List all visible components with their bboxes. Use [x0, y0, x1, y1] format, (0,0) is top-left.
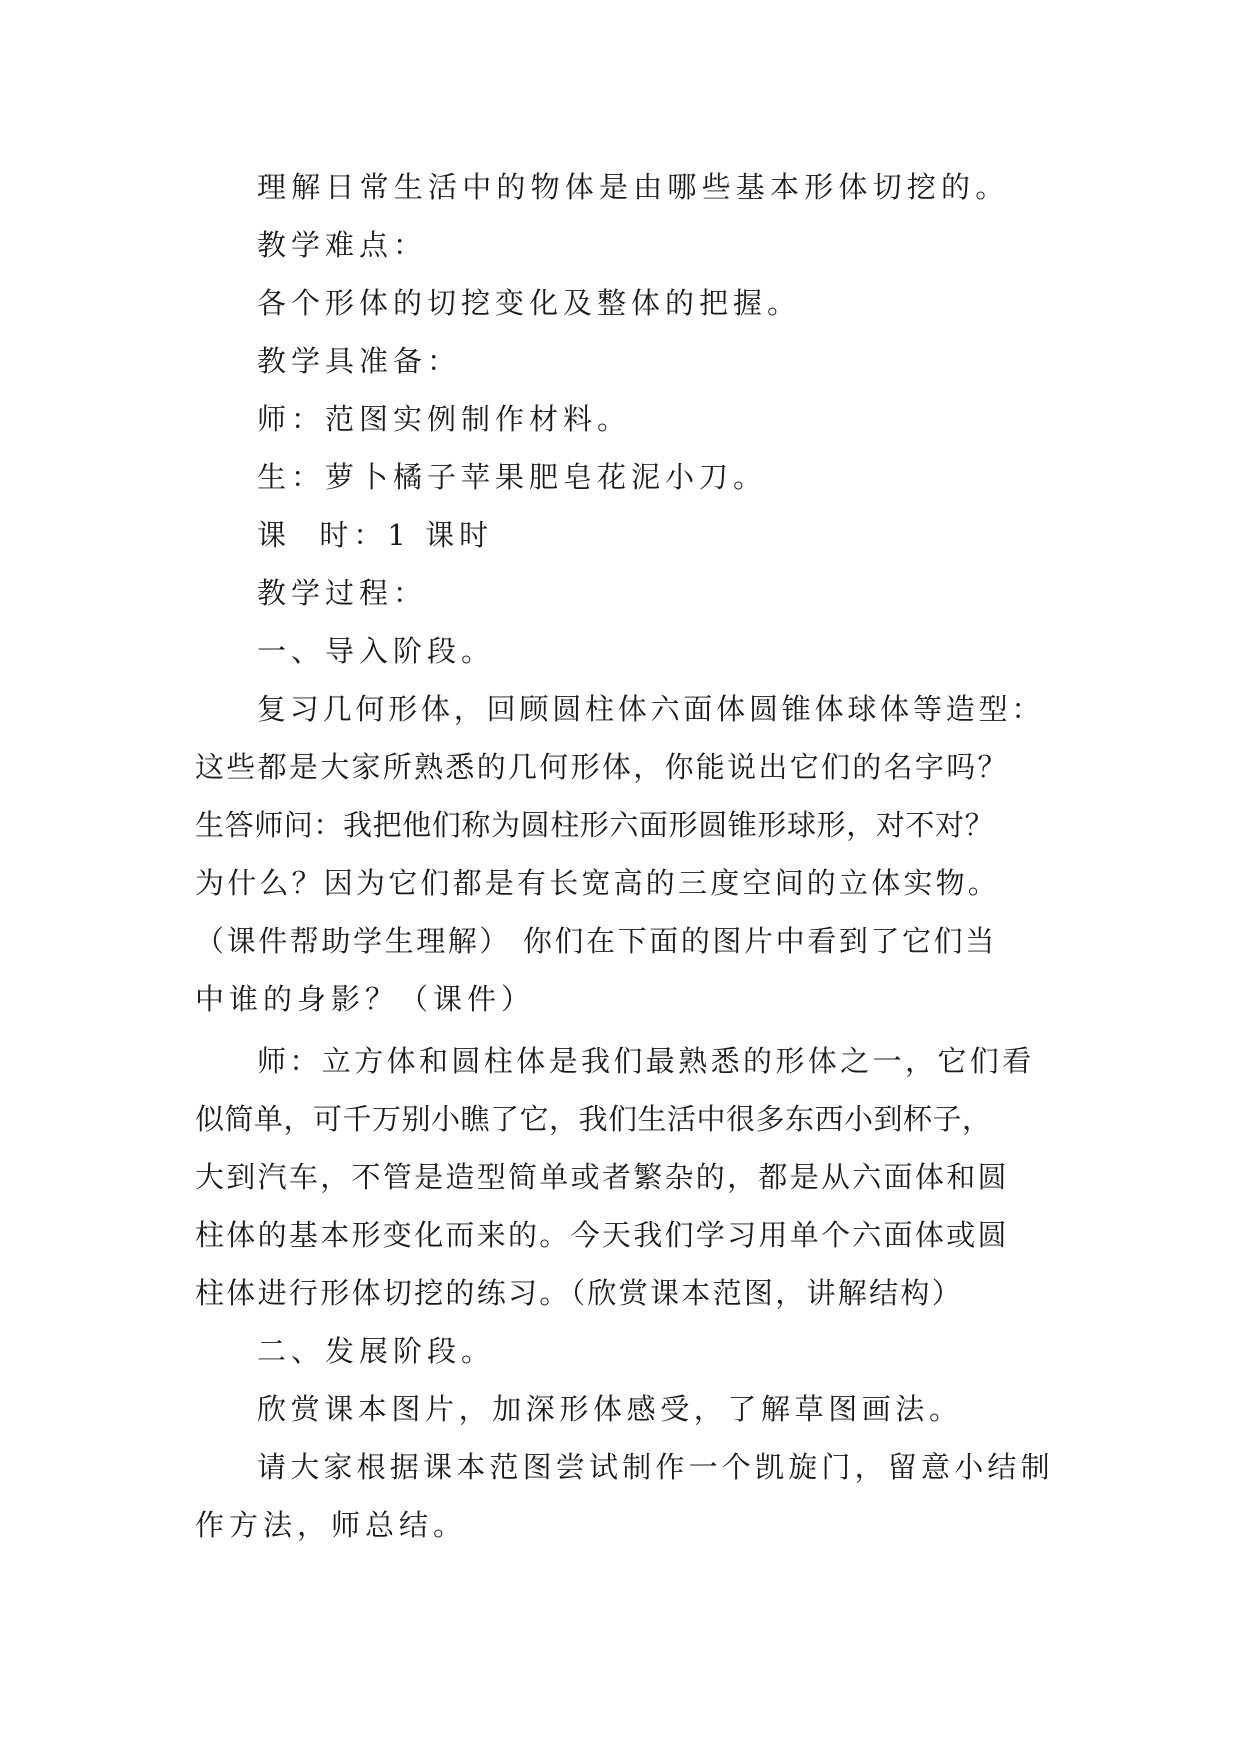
- section-heading: 教学过程：: [257, 576, 428, 610]
- text-line: 大到汽车，不管是造型简单或者繁杂的，都是从六面体和圆: [195, 1160, 1009, 1194]
- text-line: 师：立方体和圆柱体是我们最熟悉的形体之一，它们看: [257, 1044, 1035, 1078]
- section-heading: 教学难点：: [257, 228, 428, 262]
- text-line: 为什么？因为它们都是有长宽高的三度空间的立体实物。: [195, 866, 1001, 900]
- text-line: 生答师问：我把他们称为圆柱形六面形圆锥形球形，对不对？: [195, 808, 995, 842]
- section-heading: 二、发展阶段。: [257, 1334, 496, 1368]
- section-heading: 一、导入阶段。: [257, 634, 496, 668]
- text-line: 师：范图实例制作材料。: [257, 402, 632, 436]
- text-line: 欣赏课本图片，加深形体感受，了解草图画法。: [257, 1392, 963, 1426]
- text-line: 似简单，可千万别小瞧了它，我们生活中很多东西小到杯子，: [195, 1102, 992, 1136]
- text-line: 复习几何形体，回顾圆柱体六面体圆锥体球体等造型：: [257, 692, 1045, 726]
- text-line: 柱体的基本形变化而来的。今天我们学习用单个六面体或圆: [195, 1218, 1009, 1252]
- text-line: 中谁的身影？（课件）: [195, 982, 536, 1016]
- text-line: 课 时：1 课时: [257, 518, 494, 552]
- text-line: 理解日常生活中的物体是由哪些基本形体切挖的。: [257, 170, 1010, 204]
- text-line: 这些都是大家所熟悉的几何形体，你能说出它们的名字吗？: [195, 750, 1009, 784]
- text-line: 生：萝卜橘子苹果肥皂花泥小刀。: [257, 460, 768, 494]
- text-line: 请大家根据课本范图尝试制作一个凯旋门，留意小结制: [257, 1450, 1054, 1484]
- text-line: 作方法，师总结。: [195, 1508, 468, 1542]
- document-body: [195, 158, 1065, 1554]
- text-line: 各个形体的切挖变化及整体的把握。: [257, 286, 802, 320]
- section-heading: 教学具准备：: [257, 344, 462, 378]
- text-line: 柱体进行形体切挖的练习。（欣赏课本范图，讲解结构）: [195, 1276, 964, 1310]
- text-line: （课件帮助学生理解） 你们在下面的图片中看到了它们当: [195, 924, 997, 958]
